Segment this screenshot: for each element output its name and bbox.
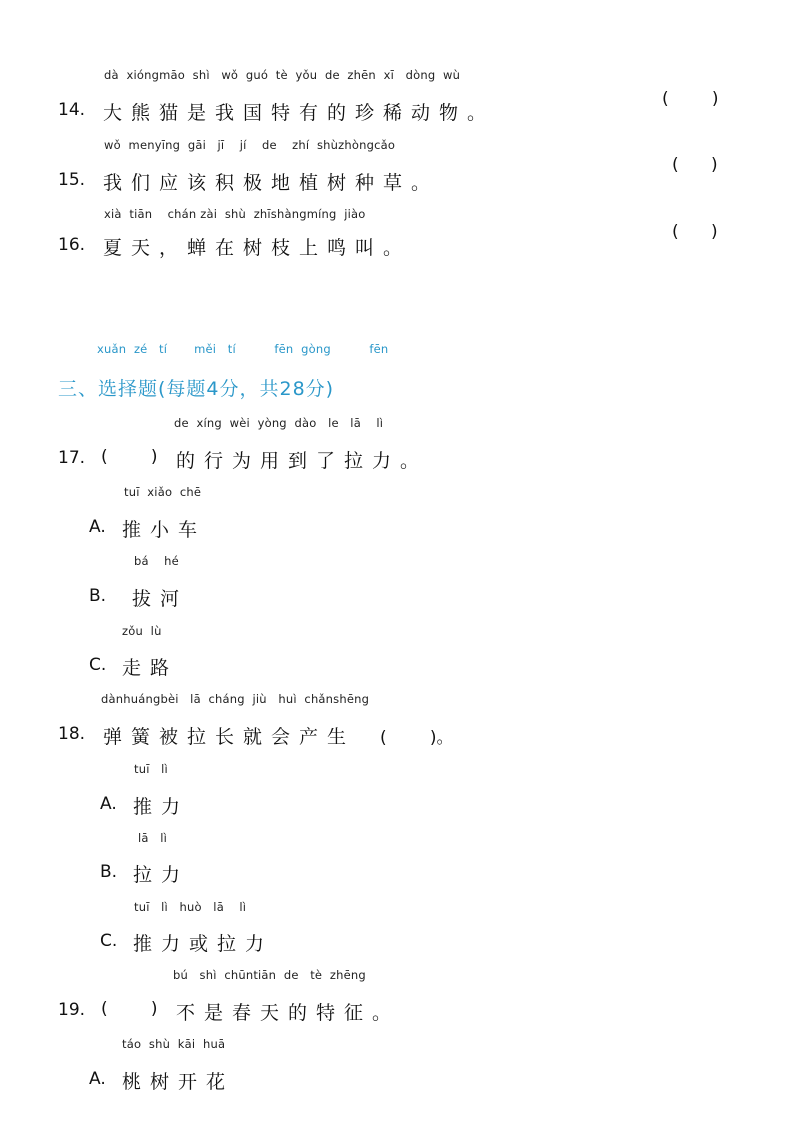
q18-number: 18. (58, 724, 86, 744)
q18-option-b-text[interactable]: 拉力 (133, 864, 190, 886)
q17-option-b-letter[interactable]: B. (89, 586, 107, 606)
q18-option-c-text[interactable]: 推力或拉力 (133, 933, 274, 955)
q18-pinyin: dànhuángbèi lā cháng jiù huì chǎnshēng (101, 692, 370, 706)
q17-option-a-pinyin: tuī xiǎo chē (124, 485, 202, 499)
q17-option-a-text[interactable]: 推小车 (122, 519, 207, 541)
q15-number: 15. (58, 170, 86, 190)
q15-answer-paren[interactable]: ( ) (672, 155, 718, 175)
q19-pinyin: bú shì chūntiān de tè zhēng (173, 968, 366, 982)
q19-option-a-pinyin: táo shù kāi huā (122, 1037, 226, 1051)
q17-option-b-pinyin: bá hé (134, 554, 179, 568)
q14-pinyin: dà xióngmāo shì wǒ guó tè yǒu de zhēn xī dòng wù (104, 68, 461, 82)
q18-option-a-text[interactable]: 推力 (133, 796, 190, 818)
q18-option-c-letter[interactable]: C. (100, 931, 118, 951)
q15-pinyin: wǒ menyīng gāi jī jí de zhí shùzhòngcǎo (104, 138, 396, 152)
q15-text: 我们应该积极地植树种草。 (103, 172, 440, 194)
q14-number: 14. (58, 100, 86, 120)
q19-option-a-letter[interactable]: A. (89, 1069, 106, 1089)
q18-option-b-letter[interactable]: B. (100, 862, 118, 882)
q16-answer-paren[interactable]: ( ) (672, 222, 718, 242)
q16-number: 16. (58, 235, 86, 255)
q17-option-c-letter[interactable]: C. (89, 655, 107, 675)
q16-text: 夏天，蝉在树枝上鸣叫。 (103, 237, 412, 259)
section3-pinyin: xuǎn zé tí měi tí fēn gòng fēn (97, 342, 389, 356)
q17-pinyin: de xíng wèi yòng dào le lā lì (174, 416, 384, 430)
q17-number: 17. (58, 448, 86, 468)
q18-blank-paren[interactable]: ( )。 (380, 728, 454, 748)
q14-answer-paren[interactable]: ( ) (662, 89, 719, 109)
q18-text: 弹簧被拉长就会产生 (103, 726, 356, 748)
q17-option-c-pinyin: zǒu lù (122, 624, 162, 638)
q17-blank-paren[interactable]: ( ) (101, 447, 158, 467)
q18-option-a-pinyin: tuī lì (134, 762, 168, 776)
q18-option-c-pinyin: tuī lì huò lā lì (134, 900, 247, 914)
q17-option-b-text[interactable]: 拔河 (132, 588, 189, 610)
q18-option-b-pinyin: lā lì (138, 831, 167, 845)
q17-option-a-letter[interactable]: A. (89, 517, 106, 537)
q14-text: 大熊猫是我国特有的珍稀动物。 (103, 102, 496, 124)
q17-text: 的行为用到了拉力。 (176, 450, 429, 472)
q17-option-c-text[interactable]: 走路 (122, 657, 179, 679)
q19-number: 19. (58, 1000, 86, 1020)
q19-option-a-text[interactable]: 桃树开花 (122, 1071, 235, 1093)
section3-title: 三、选择题(每题4分，共28分) (58, 378, 335, 400)
q19-blank-paren[interactable]: ( ) (101, 999, 158, 1019)
q18-option-a-letter[interactable]: A. (100, 794, 117, 814)
q19-text: 不是春天的特征。 (176, 1002, 401, 1024)
q16-pinyin: xià tiān chán zài shù zhīshàngmíng jiào (104, 207, 366, 221)
